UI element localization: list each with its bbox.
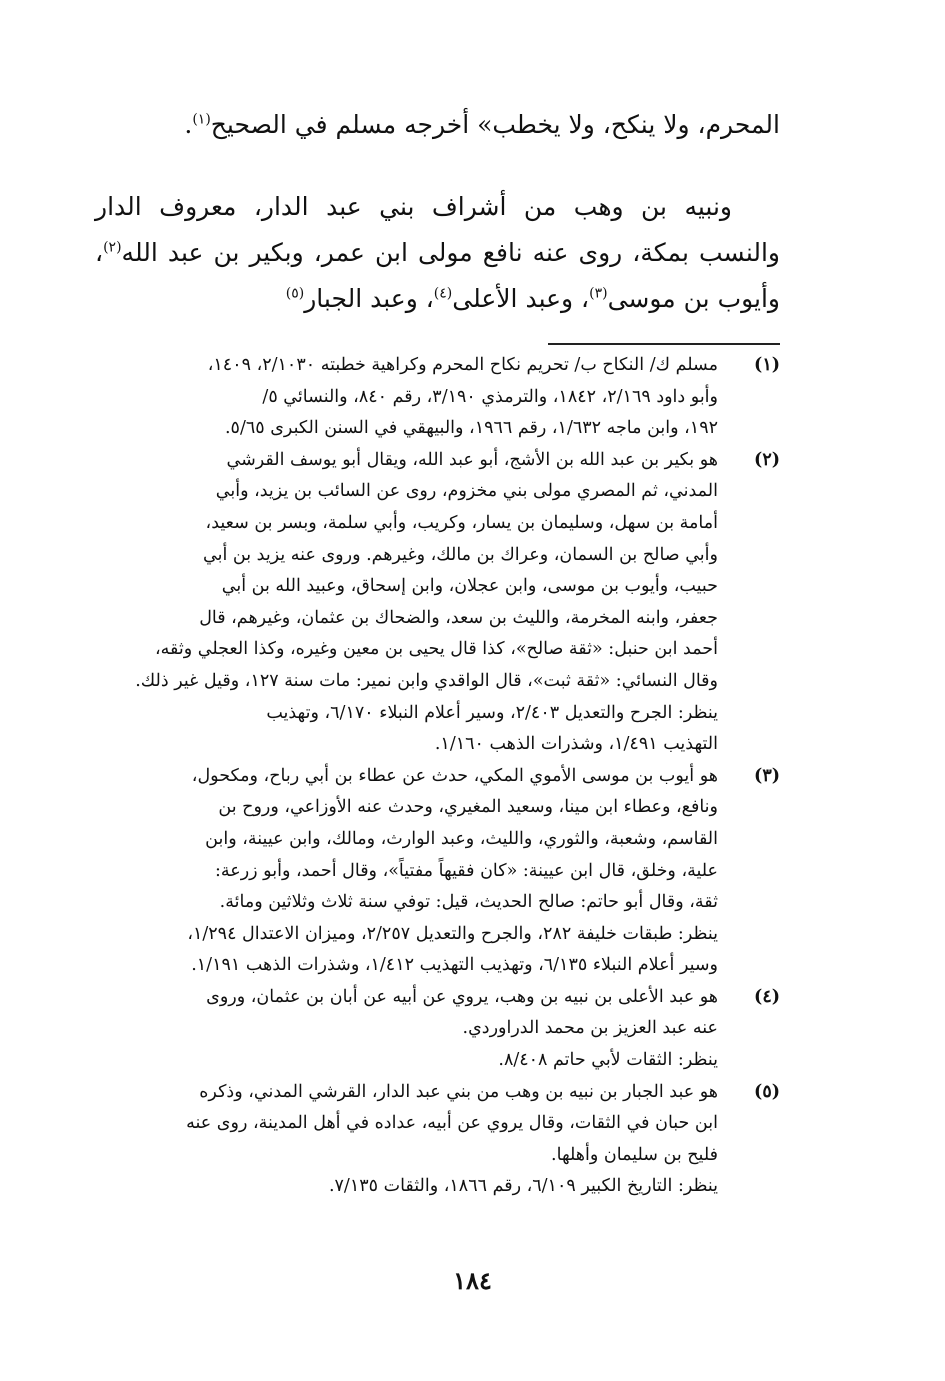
footnote-ref-5[interactable]: (٥) — [285, 285, 305, 302]
footnote-line: ينظر: التاريخ الكبير ٦/١٠٩، رقم ١٨٦٦، والثقات ٧/١٣٥. — [328, 1176, 718, 1197]
footnote-1 — [95, 350, 780, 445]
footnote-line: ينظر: الثقات لأبي حاتم ٨/٤٠٨. — [498, 1050, 718, 1071]
footnote-line: ابن حبان في الثقات، وقال يروي عن أبيه، عداده في أهل المدينة، روى عنه — [186, 1113, 718, 1134]
footnote-line: ثقة، وقال أبو حاتم: صالح الحديث، قيل: توفي سنة ثلاث وثلاثين ومائة. — [219, 892, 718, 913]
footnote-line: مسلم ك/ النكاح ب/ تحريم نكاح المحرم وكراهية خطبته ٢/١٠٣٠، ١٤٠٩، — [207, 355, 718, 375]
footnote-line: وأبي صالح بن السمان، وعراك بن مالك، وغيرهم. وروى عنه يزيد بن أبي — [203, 544, 718, 565]
footnote-line: وأبو داود ٢/١٦٩، ١٨٤٢، والترمذي ٣/١٩٠، رقم ٨٤٠، والنسائي ٥/ — [262, 386, 718, 407]
footnote-line: ينظر: طبقات خليفة ٢٨٢، والجرح والتعديل ٢/٢٥٧، وميزان الاعتدال ١/٢٩٤، — [187, 923, 718, 944]
footnote-ref-3[interactable]: (٣) — [589, 285, 608, 302]
body-paragraph-2 — [95, 184, 780, 322]
footnote-line: وسير أعلام النبلاء ٦/١٣٥، وتهذيب التهذيب ١/٤١٢، وشذرات الذهب ١/١٩١. — [191, 955, 718, 976]
footnote-2 — [95, 445, 780, 761]
footnote-line: التهذيب ١/٤٩١، وشذرات الذهب ١/١٦٠. — [434, 734, 718, 755]
body-paragraph-2-line-3-b: ، وأيوب بن موسى — [95, 238, 780, 313]
body-paragraph-1 — [95, 102, 780, 148]
footnote-number: (٥) — [754, 1081, 780, 1102]
footnote-number: (٢) — [754, 449, 780, 470]
footnote-number: (٤) — [754, 986, 780, 1007]
footnote-line: هو بكير بن عبد الله بن الأشج، أبو عبد الله، ويقال أبو يوسف القرشي — [226, 449, 718, 470]
footnote-ref-4[interactable]: (٤) — [433, 285, 453, 302]
footnote-4 — [95, 982, 780, 1077]
body-paragraph-2-line-1: ونبيه بن وهب من أشراف بني عبد الدار، معروف الدار — [95, 192, 732, 221]
footnote-line: هو أيوب بن موسى الأموي المكي، حدث عن عطاء بن أبي رباح، ومكحول، — [191, 765, 718, 786]
footnote-line: علية، وخلق، قال ابن عيينة: «كان فقيهاً مفتياً»، وقال أحمد، وأبو زرعة: — [214, 860, 718, 881]
body-paragraph-2-line-3-c: ، وعبد الأعلى — [452, 284, 590, 313]
footnote-number: (١) — [754, 355, 780, 375]
footnote-line: عنه عبد العزيز بن محمد الدراوردي. — [462, 1018, 718, 1039]
footnote-line: ونافع، وعطاء ابن مينا، وسعيد المغيري، وحدث عنه الأوزاعي، وروح بن — [218, 797, 718, 818]
footnote-line: حبيب، وأيوب بن موسى، وابن عجلان، وابن إسحاق، وعبيد الله بن أبي — [221, 576, 718, 597]
footnote-line: أحمد ابن حنبل: «ثقة صالح»، كذا قال يحيى بن معين وغيره، وكذا العجلي وثقه، — [154, 639, 718, 660]
footnote-line: جعفر، وابنه المخرمة، والليث بن سعد، والضحاك بن عثمان، وغيرهم، قال — [199, 607, 718, 628]
body-paragraph-1-end: . — [184, 110, 193, 139]
footnote-line: ينظر: الجرح والتعديل ٢/٤٠٣، وسير أعلام النبلاء ٦/١٧٠، وتهذيب — [266, 702, 718, 723]
footnote-line: وقال النسائي: «ثقة ثبت»، قال الواقدي وابن نمير: مات سنة ١٢٧، وقيل غير ذلك. — [135, 670, 718, 691]
footnote-3 — [95, 761, 780, 982]
footnote-line: المدني، ثم المصري مولى بني مخزوم، روى عن السائب بن يزيد، وأبي — [215, 481, 718, 502]
footnote-line: فليح بن سليمان وأهلها. — [551, 1144, 718, 1165]
body-paragraph-2-line-2: والنسب بمكة، روى عنه نافع مولى ابن عمر، وبكير بن — [213, 238, 781, 267]
body-paragraph-2-line-3-a: عبد الله — [121, 238, 204, 267]
footnote-line: هو عبد الجبار بن نبيه بن وهب من بني عبد الدار، القرشي المدني، وذكره — [199, 1081, 718, 1102]
footnote-ref-1[interactable]: (١) — [192, 111, 211, 128]
footnote-line: ١٩٢، وابن ماجه ١/٦٣٢، رقم ١٩٦٦، والبيهقي في السنن الكبرى ٥/٦٥. — [224, 418, 718, 439]
body-paragraph-1-text: المحرم، ولا ينكح، ولا يخطب» أخرجه مسلم في الصحيح — [210, 110, 780, 139]
footnote-line: القاسم، وشعبة، والثوري، والليث، وعبد الوارث، ومالك، وابن عيينة، وابن — [205, 828, 718, 849]
footnote-ref-2[interactable]: (٢) — [103, 239, 122, 256]
footnote-line: أمامة بن سهل، وسليمان بن يسار، وكريب، وأبي سلمة، وبسر بن سعيد، — [205, 512, 718, 533]
footnote-separator — [548, 343, 780, 345]
footnote-number: (٣) — [754, 765, 780, 786]
footnotes-section — [95, 350, 780, 1203]
body-paragraph-2-line-3-d: ، وعبد الجبار — [304, 284, 434, 313]
page-number: ١٨٤ — [453, 1266, 492, 1295]
footnote-5 — [95, 1077, 780, 1203]
footnote-line: هو عبد الأعلى بن نبيه بن وهب، يروي عن أبيه عن أبان بن عثمان، وروى — [206, 986, 718, 1007]
